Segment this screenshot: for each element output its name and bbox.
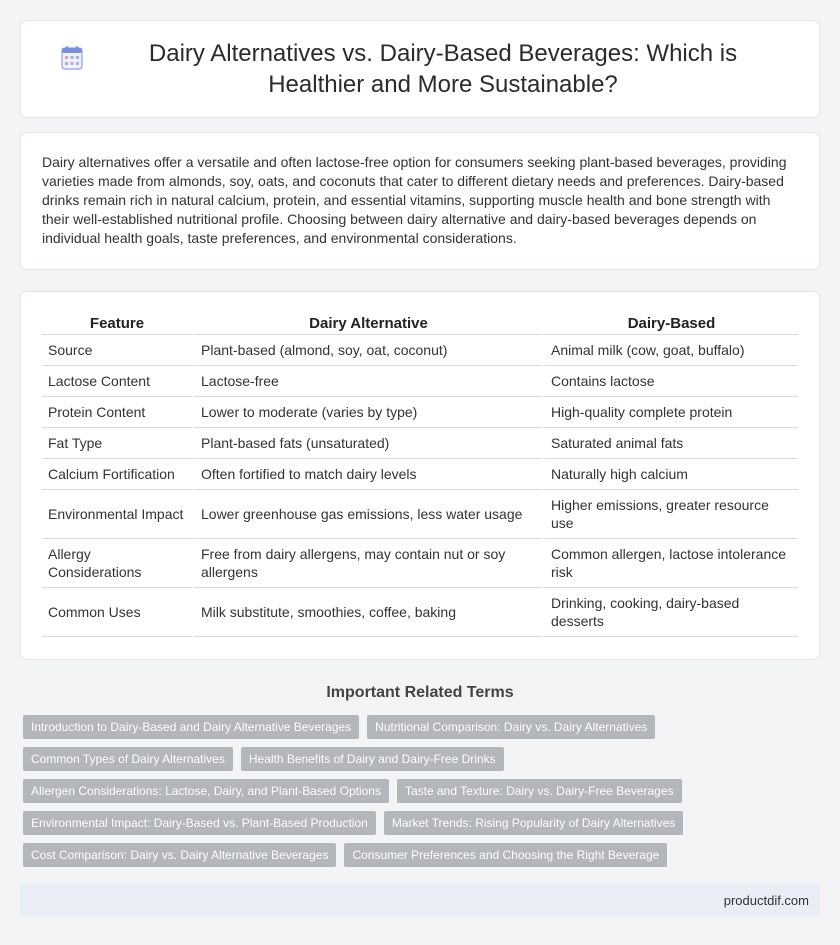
dairy-based-cell: Animal milk (cow, goat, buffalo) bbox=[542, 335, 798, 366]
dairy-based-cell: Saturated animal fats bbox=[542, 428, 798, 459]
table-row bbox=[42, 490, 798, 539]
document-grid-icon bbox=[61, 46, 83, 70]
related-term-tag[interactable]: Introduction to Dairy-Based and Dairy Alternative Beverages bbox=[23, 715, 359, 739]
feature-cell: Protein Content bbox=[42, 397, 192, 428]
dairy-based-cell: Higher emissions, greater resource use bbox=[542, 490, 798, 539]
intro-card bbox=[20, 132, 820, 270]
dairy-alternative-cell: Milk substitute, smoothies, coffee, baking bbox=[192, 588, 542, 637]
related-term-tag[interactable]: Nutritional Comparison: Dairy vs. Dairy Alternatives bbox=[367, 715, 655, 739]
comparison-table-card bbox=[20, 291, 820, 660]
related-term-tag[interactable]: Health Benefits of Dairy and Dairy-Free Drinks bbox=[241, 747, 504, 771]
related-term-tag[interactable]: Market Trends: Rising Popularity of Dairy Alternatives bbox=[384, 811, 683, 835]
feature-cell: Fat Type bbox=[42, 428, 192, 459]
column-header-feature: Feature bbox=[42, 314, 192, 335]
dairy-alternative-cell: Plant-based (almond, soy, oat, coconut) bbox=[192, 335, 542, 366]
table-row bbox=[42, 366, 798, 397]
dairy-alternative-cell: Lactose-free bbox=[192, 366, 542, 397]
footer bbox=[20, 883, 820, 917]
related-terms-heading: Important Related Terms bbox=[326, 684, 514, 701]
dairy-alternative-cell: Free from dairy allergens, may contain nut or soy allergens bbox=[192, 539, 542, 588]
column-header-dairy-based: Dairy-Based bbox=[542, 314, 798, 335]
feature-cell: Calcium Fortification bbox=[42, 459, 192, 490]
dairy-based-cell: Common allergen, lactose intolerance risk bbox=[542, 539, 798, 588]
related-term-tag[interactable]: Allergen Considerations: Lactose, Dairy, and Plant-Based Options bbox=[23, 779, 389, 803]
related-term-tag[interactable]: Taste and Texture: Dairy vs. Dairy-Free Beverages bbox=[397, 779, 682, 803]
related-term-tag[interactable]: Common Types of Dairy Alternatives bbox=[23, 747, 233, 771]
column-header-dairy-alternative: Dairy Alternative bbox=[192, 314, 542, 335]
table-row bbox=[42, 539, 798, 588]
dairy-alternative-cell: Often fortified to match dairy levels bbox=[192, 459, 542, 490]
feature-cell: Allergy Considerations bbox=[42, 539, 192, 588]
feature-cell: Common Uses bbox=[42, 588, 192, 637]
feature-cell: Environmental Impact bbox=[42, 490, 192, 539]
related-term-tag[interactable]: Consumer Preferences and Choosing the Right Beverage bbox=[344, 843, 667, 867]
page-title: Dairy Alternatives vs. Dairy-Based Beverages: Which is Healthier and More Sustainable? bbox=[148, 40, 738, 98]
dairy-alternative-cell: Lower greenhouse gas emissions, less water usage bbox=[192, 490, 542, 539]
table-header-row bbox=[42, 314, 798, 335]
dairy-based-cell: Naturally high calcium bbox=[542, 459, 798, 490]
dairy-alternative-cell: Plant-based fats (unsaturated) bbox=[192, 428, 542, 459]
header-card bbox=[20, 20, 820, 118]
dairy-based-cell: Contains lactose bbox=[542, 366, 798, 397]
feature-cell: Source bbox=[42, 335, 192, 366]
related-terms-tags bbox=[23, 715, 820, 867]
dairy-alternative-cell: Lower to moderate (varies by type) bbox=[192, 397, 542, 428]
table-row bbox=[42, 588, 798, 637]
related-term-tag[interactable]: Cost Comparison: Dairy vs. Dairy Alternative Beverages bbox=[23, 843, 336, 867]
dairy-based-cell: Drinking, cooking, dairy-based desserts bbox=[542, 588, 798, 637]
comparison-table bbox=[42, 314, 798, 637]
table-row bbox=[42, 428, 798, 459]
table-row bbox=[42, 397, 798, 428]
related-term-tag[interactable]: Environmental Impact: Dairy-Based vs. Plant-Based Production bbox=[23, 811, 376, 835]
intro-paragraph: Dairy alternatives offer a versatile and often lactose-free option for consumers seeking plant-based beverages, providing varieties made from almonds, soy, oats, and coconuts that cater to different dietary needs and preferences. Dairy-based drinks remain rich in natural calcium, protein, and essential vitamins, supporting muscle health and bone strength with their well-established nutritional profile. Choosing between dairy alternative and dairy-based beverages depends on individual health goals, taste preferences, and environmental considerations. bbox=[42, 154, 787, 246]
feature-cell: Lactose Content bbox=[42, 366, 192, 397]
table-row bbox=[42, 335, 798, 366]
title-wrap bbox=[61, 38, 779, 100]
table-row bbox=[42, 459, 798, 490]
footer-site-link[interactable]: productdif.com bbox=[723, 892, 809, 908]
dairy-based-cell: High-quality complete protein bbox=[542, 397, 798, 428]
